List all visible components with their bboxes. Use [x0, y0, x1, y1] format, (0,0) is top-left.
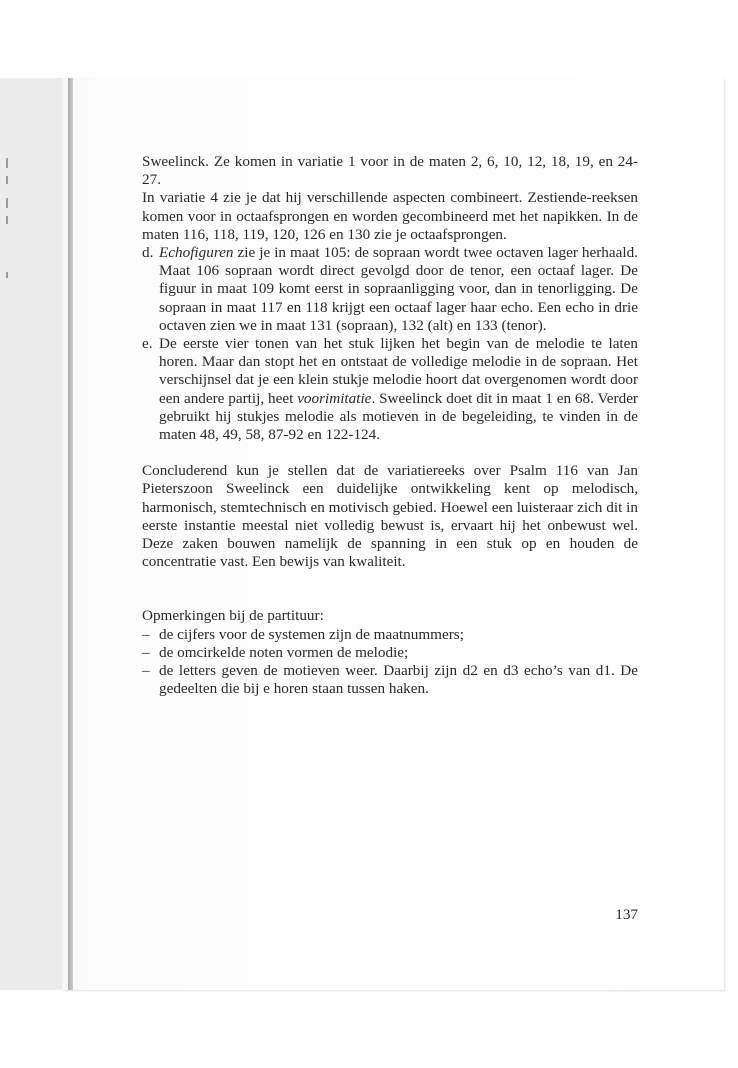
list-item-label: e.	[142, 335, 153, 353]
page-binding-edge	[68, 78, 73, 990]
list-item-e	[142, 335, 638, 444]
continuation-paragraph: Sweelinck. Ze komen in variatie 1 voor in de maten 2, 6, 10, 12, 18, 19, en 24-27.	[142, 153, 638, 189]
edge-mark	[6, 272, 8, 278]
edge-mark	[6, 216, 8, 224]
edge-mark	[6, 198, 8, 208]
list-item-text: De eerste vier tonen van het stuk lijken het begin van de melodie te laten horen. Maar dan stopt het en ontstaat de volledige melodie in de sopraan. Het verschijnsel dat je een klein stukje melodie hoort dat overgenomen wordt door een andere partij, heet voorimitatie. Sweelinck doet dit in maat 1 en 68. Verder gebruikt hij stukjes melodie als motieven in de begeleiding, te vinden in de maten 48, 49, 58, 87-92 en 122-124.	[159, 335, 638, 444]
list-item-d	[142, 244, 638, 335]
conclusion-paragraph: Concluderend kun je stellen dat de variatiereeks over Psalm 116 van Jan Pieterszoon Sweelinck een duidelijke ontwikkeling kent op melodisch, harmonisch, stemtechnisch en motivisch gebied. Hoewel een luisteraar zich dit in eerste instantie meestal niet volledig bewust is, ervaart hij het onbewust wel. Deze zaken bouwen namelijk de spanning in een stuk op en houden de concentratie vast. Een bewijs van kwaliteit.	[142, 462, 638, 571]
edge-mark	[6, 158, 8, 168]
edge-mark	[6, 176, 8, 184]
remarks-item: – de letters geven de motieven weer. Daarbij zijn d2 en d3 echo’s van d1. De gedeelten die bij e horen staan tussen haken.	[142, 662, 638, 698]
adjacent-page-edge	[0, 78, 64, 990]
page-body	[142, 153, 638, 698]
page-number: 137	[615, 906, 638, 923]
remarks-item: – de cijfers voor de systemen zijn de maatnummers;	[142, 625, 464, 643]
list-item-label: d.	[142, 244, 154, 262]
remarks-item: – de omcirkelde noten vormen de melodie;	[142, 643, 409, 661]
italic-term: Echofiguren	[159, 244, 234, 262]
remarks-heading: Opmerkingen bij de partituur:	[142, 607, 324, 625]
continuation-paragraph: In variatie 4 zie je dat hij verschillende aspecten combineert. Zestiende-reeksen komen voor in octaafsprongen en worden gecombineerd met het napikken. In de maten 116, 118, 119, 120, 126 en 130 zie je octaafsprongen.	[142, 189, 638, 243]
list-item-text: Echofiguren zie je in maat 105: de sopraan wordt twee octaven lager herhaald. Maat 106 sopraan wordt direct gevolgd door de tenor, een octaaf lager. De figuur in maat 109 komt eerst in sopraanligging voor, dan in tenorligging. De sopraan in maat 117 en 118 krijgt een octaaf lager haar echo. Een echo in drie octaven zien we in maat 131 (sopraan), 132 (alt) en 133 (tenor).	[159, 244, 638, 334]
italic-term: voorimitatie	[297, 389, 372, 407]
